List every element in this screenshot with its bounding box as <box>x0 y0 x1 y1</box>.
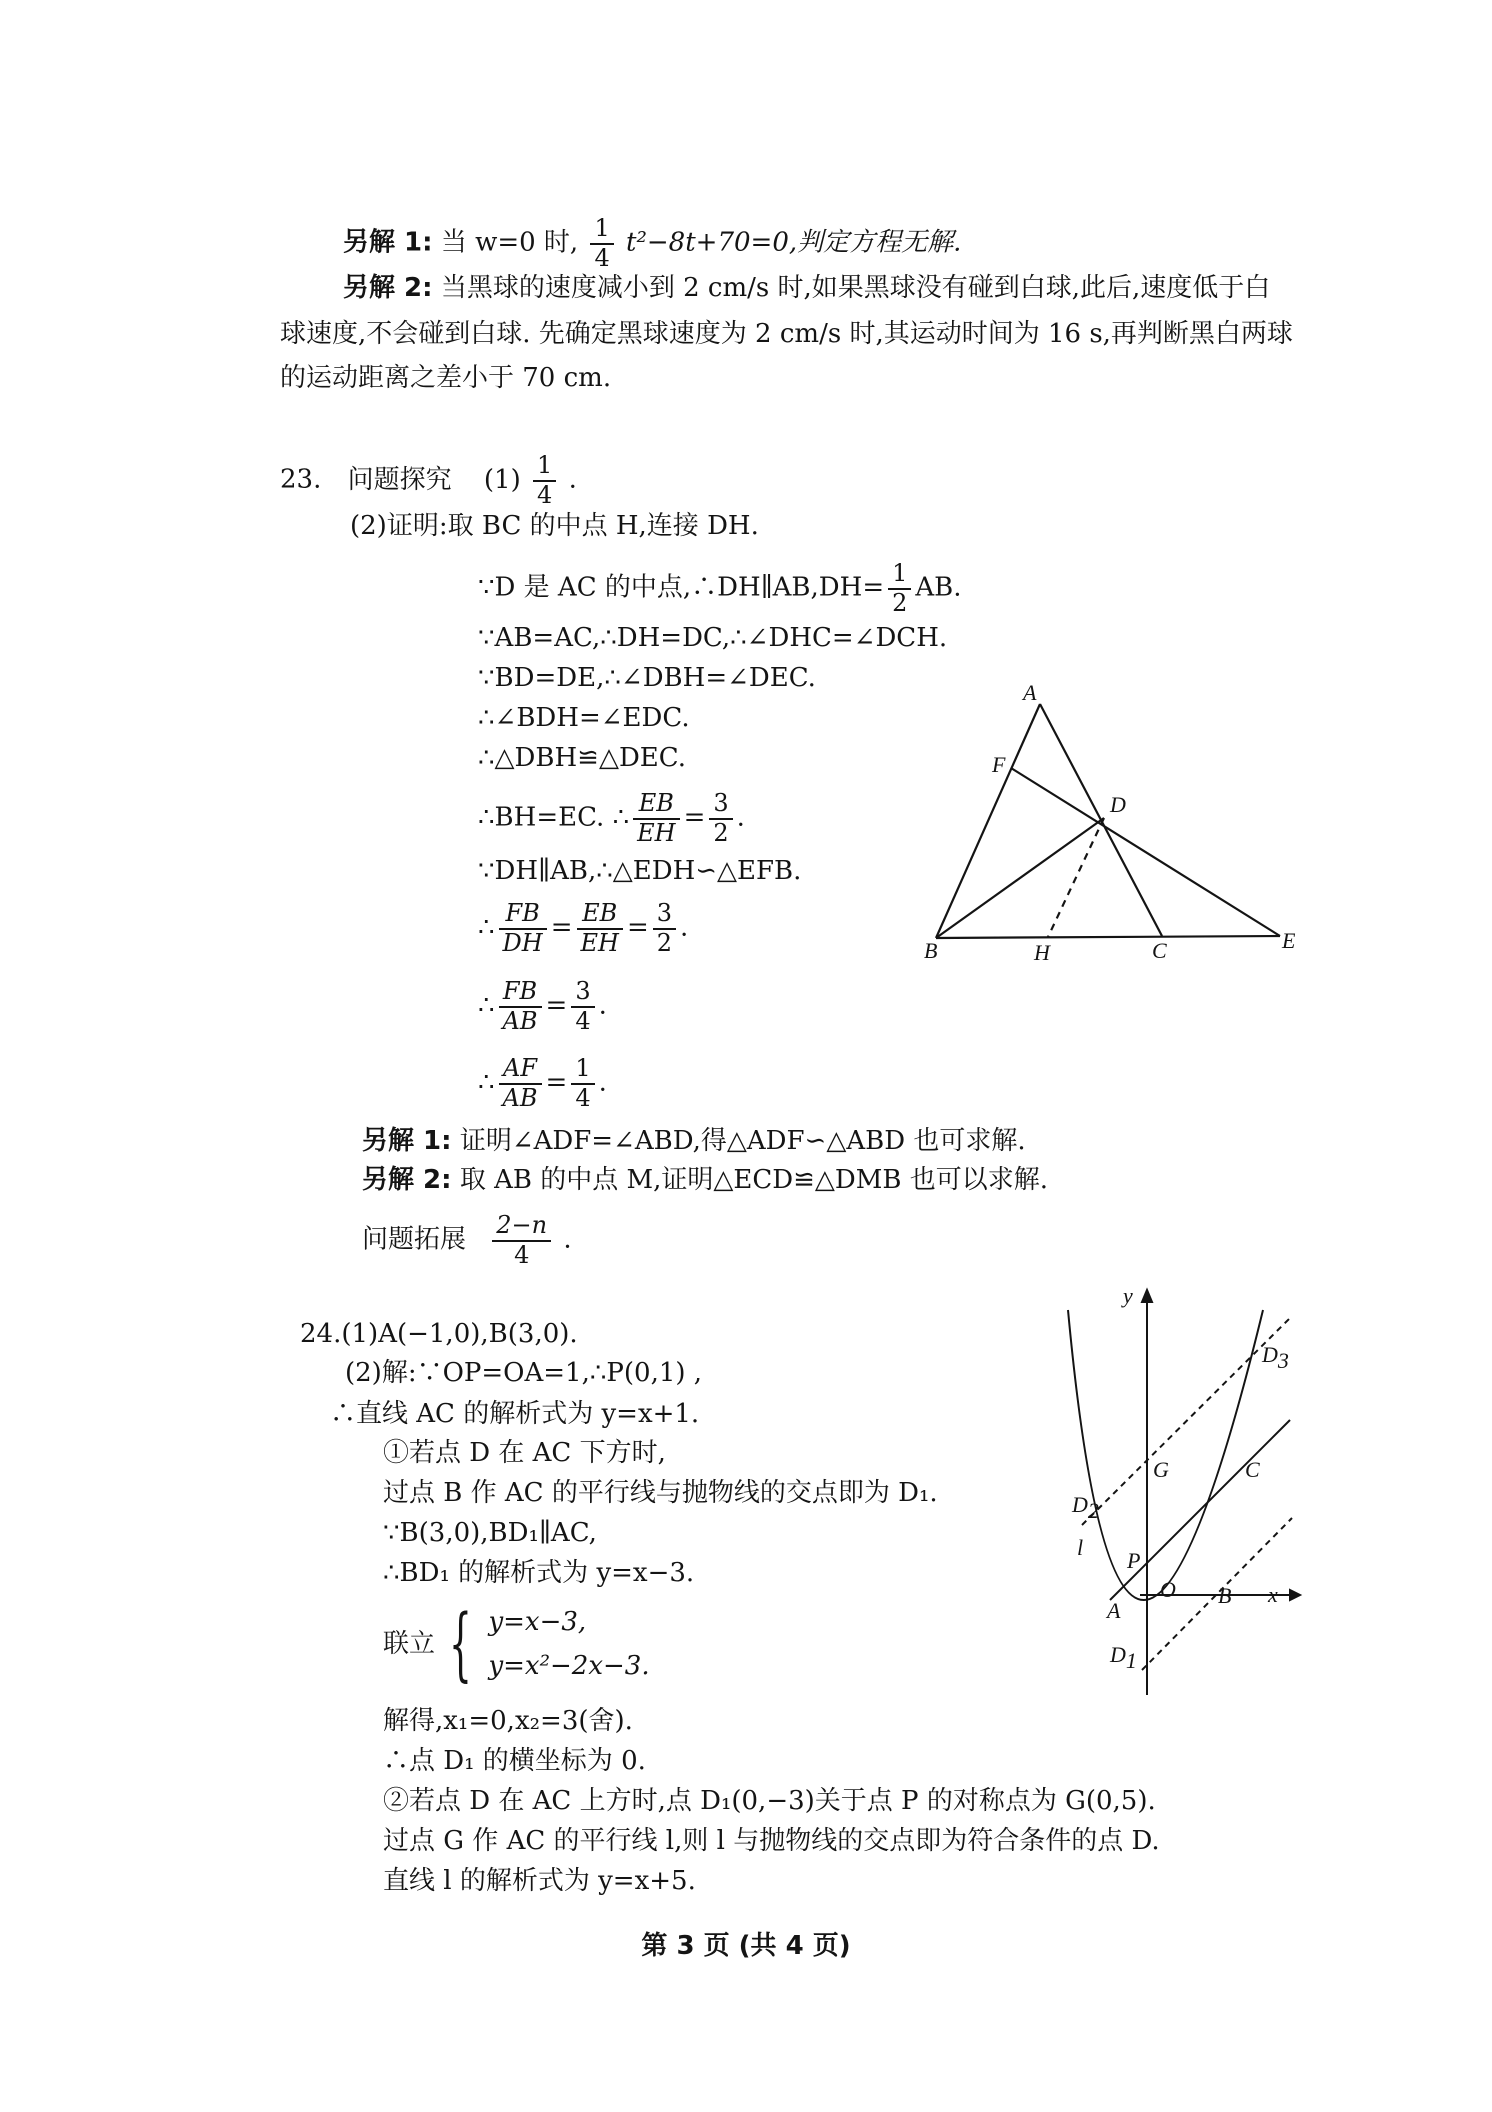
label-G: G <box>1153 1457 1169 1482</box>
system-eq-2: y=x²−2x−3. <box>488 1651 650 1682</box>
label-C: C <box>1245 1457 1260 1482</box>
segment-AB <box>936 704 1040 938</box>
system-eq-1: y=x−3, <box>488 1607 587 1637</box>
proof-step-5: ∴△DBH≌△DEC. <box>478 743 686 773</box>
q24-line-3: ∴直线 AC 的解析式为 y=x+1. <box>330 1399 700 1429</box>
q23-alt2-line <box>362 1164 1048 1197</box>
label-l: l <box>1077 1535 1084 1560</box>
q23-triangle-figure <box>900 660 1320 980</box>
label-D3: D3 <box>1262 1342 1289 1373</box>
q24-line-5: 过点 B 作 AC 的平行线与抛物线的交点即为 D₁. <box>383 1478 938 1508</box>
label-P: P <box>1127 1548 1141 1573</box>
q23-alt1-label: 另解 1: <box>362 1126 452 1156</box>
proof-step-1: ∵D 是 AC 的中点,∴DH∥AB,DH= $\frac{1}{2}$ AB. <box>478 559 962 617</box>
q24-line-10: ②若点 D 在 AC 上方时,点 D₁(0,−3)关于点 P 的对称点为 G(0,5). <box>383 1786 1156 1816</box>
q24-line-11: 过点 G 作 AC 的平行线 l,则 l 与抛物线的交点即为符合条件的点 D. <box>383 1826 1160 1856</box>
q24-line-8: 解得,x₁=0,x₂=3(舍). <box>383 1706 633 1736</box>
alt1-pre: 当 w=0 时, <box>440 227 579 258</box>
label-O: O <box>1160 1577 1176 1602</box>
segment-BD <box>936 818 1104 938</box>
alt2-text-1: 当黑球的速度减小到 2 cm/s 时,如果黑球没有碰到白球,此后,速度低于白 <box>440 273 1271 303</box>
q22-alt1-line <box>343 215 961 272</box>
segment-DH-dashed <box>1048 818 1104 937</box>
q24-line-9: ∴点 D₁ 的横坐标为 0. <box>383 1746 646 1776</box>
q24-line-2: (2)解:∵OP=OA=1,∴P(0,1) , <box>345 1358 703 1388</box>
q22-alt2-line1 <box>343 272 1270 305</box>
q24-parabola-figure <box>1050 1280 1310 1700</box>
q24-number: 24. <box>300 1319 342 1349</box>
label-A: A <box>1107 1598 1121 1623</box>
proof-step-3: ∵BD=DE,∴∠DBH=∠DEC. <box>478 663 816 693</box>
label-A: A <box>1023 680 1037 705</box>
q24-line-12: 直线 l 的解析式为 y=x+5. <box>383 1866 696 1896</box>
proof-step-2: ∵AB=AC,∴DH=DC,∴∠DHC=∠DCH. <box>478 623 948 653</box>
line-l-dashed <box>1082 1318 1290 1525</box>
x-axis-arrow <box>1290 1590 1300 1600</box>
alt1-equation: t²−8t+70=0,判定方程无解. <box>626 227 962 258</box>
q23-alt1-text: 证明∠ADF=∠ABD,得△ADF∽△ABD 也可求解. <box>459 1126 1026 1156</box>
q24-system <box>383 1597 650 1691</box>
label-E: E <box>1282 928 1296 953</box>
proof-step-7: ∵DH∥AB,∴△EDH∽△EFB. <box>478 856 802 886</box>
label-y: y <box>1123 1283 1133 1308</box>
parabola <box>1068 1310 1263 1600</box>
proof-step-9: ∴ $\frac{FB}{AB}$ = $\frac{3}{4}$ . <box>478 977 607 1035</box>
label-C: C <box>1152 938 1167 963</box>
part1-answer: $\frac{1}{4}$ <box>533 452 556 509</box>
segment-BE <box>936 936 1280 938</box>
y-axis-arrow <box>1142 1290 1152 1302</box>
q23-header <box>280 452 577 509</box>
alt1-label: 另解 1: <box>343 227 433 258</box>
q24-line-7: ∴BD₁ 的解析式为 y=x−3. <box>383 1558 695 1588</box>
q23-number: 23. <box>280 464 322 495</box>
q24-line-4: ①若点 D 在 AC 下方时, <box>383 1438 666 1468</box>
q23-alt1-line <box>362 1125 1026 1158</box>
q23-extension: 问题拓展 $\frac{2-n}{4}$ . <box>362 1211 572 1269</box>
proof-step-6: ∴BH=EC. ∴ $\frac{EB}{EH}$ = $\frac{3}{2}$ . <box>478 789 745 847</box>
q22-alt2-line2: 球速度,不会碰到白球. 先确定黑球速度为 2 cm/s 时,其运动时间为 16 s,再判断黑白两球 <box>280 319 1293 349</box>
alt1-fraction: $\frac{1}{4}$ <box>590 215 613 272</box>
q23-alt2-text: 取 AB 的中点 M,证明△ECD≌△DMB 也可以求解. <box>459 1165 1048 1195</box>
line-AC <box>1110 1420 1290 1600</box>
system-label: 联立 <box>383 1628 436 1659</box>
label-D1: D1 <box>1110 1642 1137 1673</box>
label-x: x <box>1268 1582 1278 1607</box>
section-problem-explore: 问题探究 <box>347 464 452 495</box>
q24-part1 <box>300 1318 578 1351</box>
label-B: B <box>1218 1583 1232 1608</box>
proof-step-8: ∴ $\frac{FB}{DH}$ = $\frac{EB}{EH}$ = $\frac{3}{2}$ . <box>478 899 689 957</box>
part1-end: . <box>568 464 577 495</box>
label-D: D <box>1110 792 1126 817</box>
alt2-label: 另解 2: <box>343 273 433 303</box>
system-brace: { <box>449 1597 473 1691</box>
page-footer: 第 3 页 (共 4 页) <box>641 1931 851 1961</box>
q23-alt2-label: 另解 2: <box>362 1165 452 1195</box>
proof-step-10: ∴ $\frac{AF}{AB}$ = $\frac{1}{4}$ . <box>478 1054 607 1112</box>
system-equations <box>488 1600 649 1688</box>
label-D2: D2 <box>1072 1492 1099 1523</box>
segment-FE <box>1011 768 1280 936</box>
section-problem-extend: 问题拓展 <box>362 1224 467 1255</box>
proof-step-4: ∴∠BDH=∠EDC. <box>478 703 690 733</box>
q22-alt2-line3: 的运动距离之差小于 70 cm. <box>280 363 612 393</box>
part1-label: (1) <box>483 464 521 495</box>
extension-answer: $\frac{2-n}{4}$ <box>492 1212 551 1269</box>
q23-part2-intro: (2)证明:取 BC 的中点 H,连接 DH. <box>350 511 759 541</box>
label-F: F <box>992 752 1006 777</box>
q24-line-6: ∵B(3,0),BD₁∥AC, <box>383 1518 597 1548</box>
q24-part1-answer: (1)A(−1,0),B(3,0). <box>341 1319 578 1349</box>
label-B: B <box>924 938 938 963</box>
label-H: H <box>1034 940 1050 965</box>
